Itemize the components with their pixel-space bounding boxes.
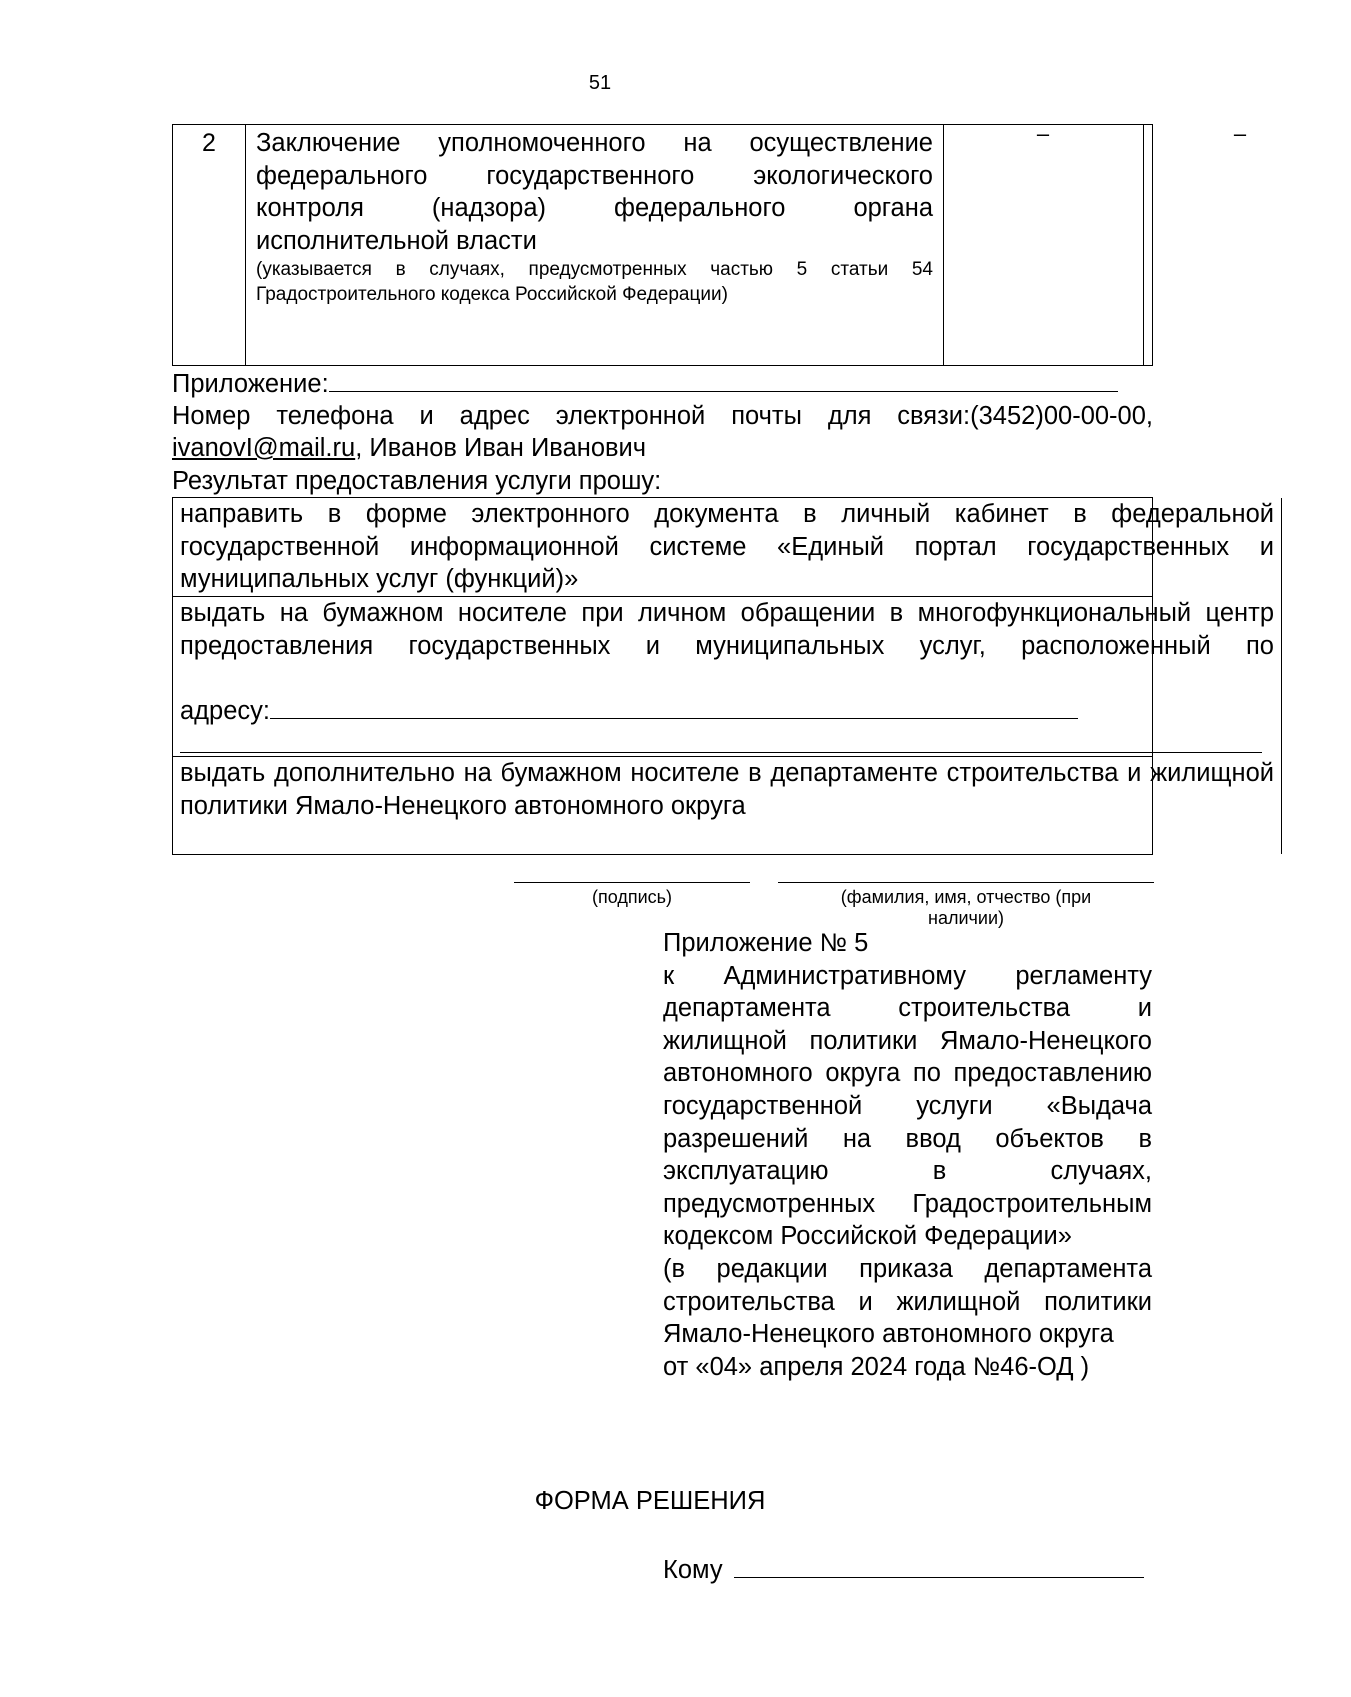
column-divider: [245, 125, 246, 365]
appendix-date: от «04» апреля 2024 года №46-ОД ): [663, 1352, 1090, 1381]
full-name-line: [778, 882, 1154, 883]
option-portal-checkbox[interactable]: [1282, 498, 1351, 596]
document-note: (указывается в случаях, предусмотренных частью 5 статьи 54 Градостроительного кодекса Российской Федерации): [256, 259, 933, 305]
column-divider: [1143, 125, 1144, 365]
contact-line: Номер телефона и адрес электронной почты для связи:(3452)00-00-00,: [172, 402, 1153, 430]
column-divider: [943, 125, 944, 365]
appendix-header: [663, 927, 1152, 1383]
option-department: выдать дополнительно на бумажном носителе в департаменте строительства и жилищной политики Ямало-Ненецкого автономного округа: [180, 759, 1274, 820]
attachment-line: [172, 367, 1152, 400]
row-number: 2: [202, 129, 216, 157]
appendix-edition: (в редакции приказа департамента строительства и жилищной политики Ямало-Ненецкого автономного округа: [663, 1254, 1152, 1349]
signature-caption: (подпись): [591, 887, 673, 907]
mfc-address-blank[interactable]: [270, 694, 1078, 719]
result-options-table: [172, 497, 1274, 855]
mfc-address-label: адресу:: [180, 697, 271, 725]
contact-email-link[interactable]: ivanovI@mail.ru: [172, 434, 356, 462]
document-name: Заключение уполномоченного на осуществление федерального государственного экологического контроля (надзора) федерального органа исполнительной власти: [256, 129, 933, 255]
option-mfc-checkbox[interactable]: [1282, 597, 1351, 756]
documents-table: [172, 121, 1247, 366]
contact-name: , Иванов Иван Иванович: [355, 434, 647, 462]
mfc-address-blank-2: [180, 752, 1262, 753]
result-heading: Результат предоставления услуги прошу:: [172, 467, 662, 495]
document-name-cell: [256, 127, 933, 307]
cell-dash: –: [1036, 121, 1050, 146]
appendix-body: к Административному регламенту департамента строительства и жилищной политики Ямало-Ненецкого автономного округа по предоставлению государственной услуги «Выдача разрешений на ввод объектов в эксплуатацию в случаях, предусмотренных Градостроительным кодексом Российской Федерации»: [663, 961, 1152, 1251]
signature-line: [514, 882, 750, 883]
cell-dash: –: [1233, 121, 1247, 146]
recipient-label: Кому: [663, 1556, 723, 1584]
form-title: ФОРМА РЕШЕНИЯ: [534, 1487, 766, 1515]
attachment-label: Приложение:: [172, 370, 329, 398]
option-portal: направить в форме электронного документа в личный кабинет в федеральной государственной информационной системе «Единый портал государственных и муниципальных услуг (функций)»: [180, 500, 1274, 593]
recipient-row: [663, 1553, 1144, 1585]
option-mfc: выдать на бумажном носителе при личном обращении в многофункциональный центр предоставления государственных и муниципальных услуг, расположенный по: [180, 599, 1274, 660]
full-name-caption: (фамилия, имя, отчество (при наличии): [840, 887, 1092, 928]
recipient-blank[interactable]: [734, 1553, 1144, 1578]
attachment-blank: [329, 367, 1118, 392]
option-department-checkbox[interactable]: [1282, 757, 1351, 855]
appendix-title: Приложение № 5: [663, 929, 869, 957]
contact-line-2: [172, 432, 646, 464]
mfc-address-row: [180, 694, 1078, 728]
page-number: 51: [588, 72, 612, 94]
